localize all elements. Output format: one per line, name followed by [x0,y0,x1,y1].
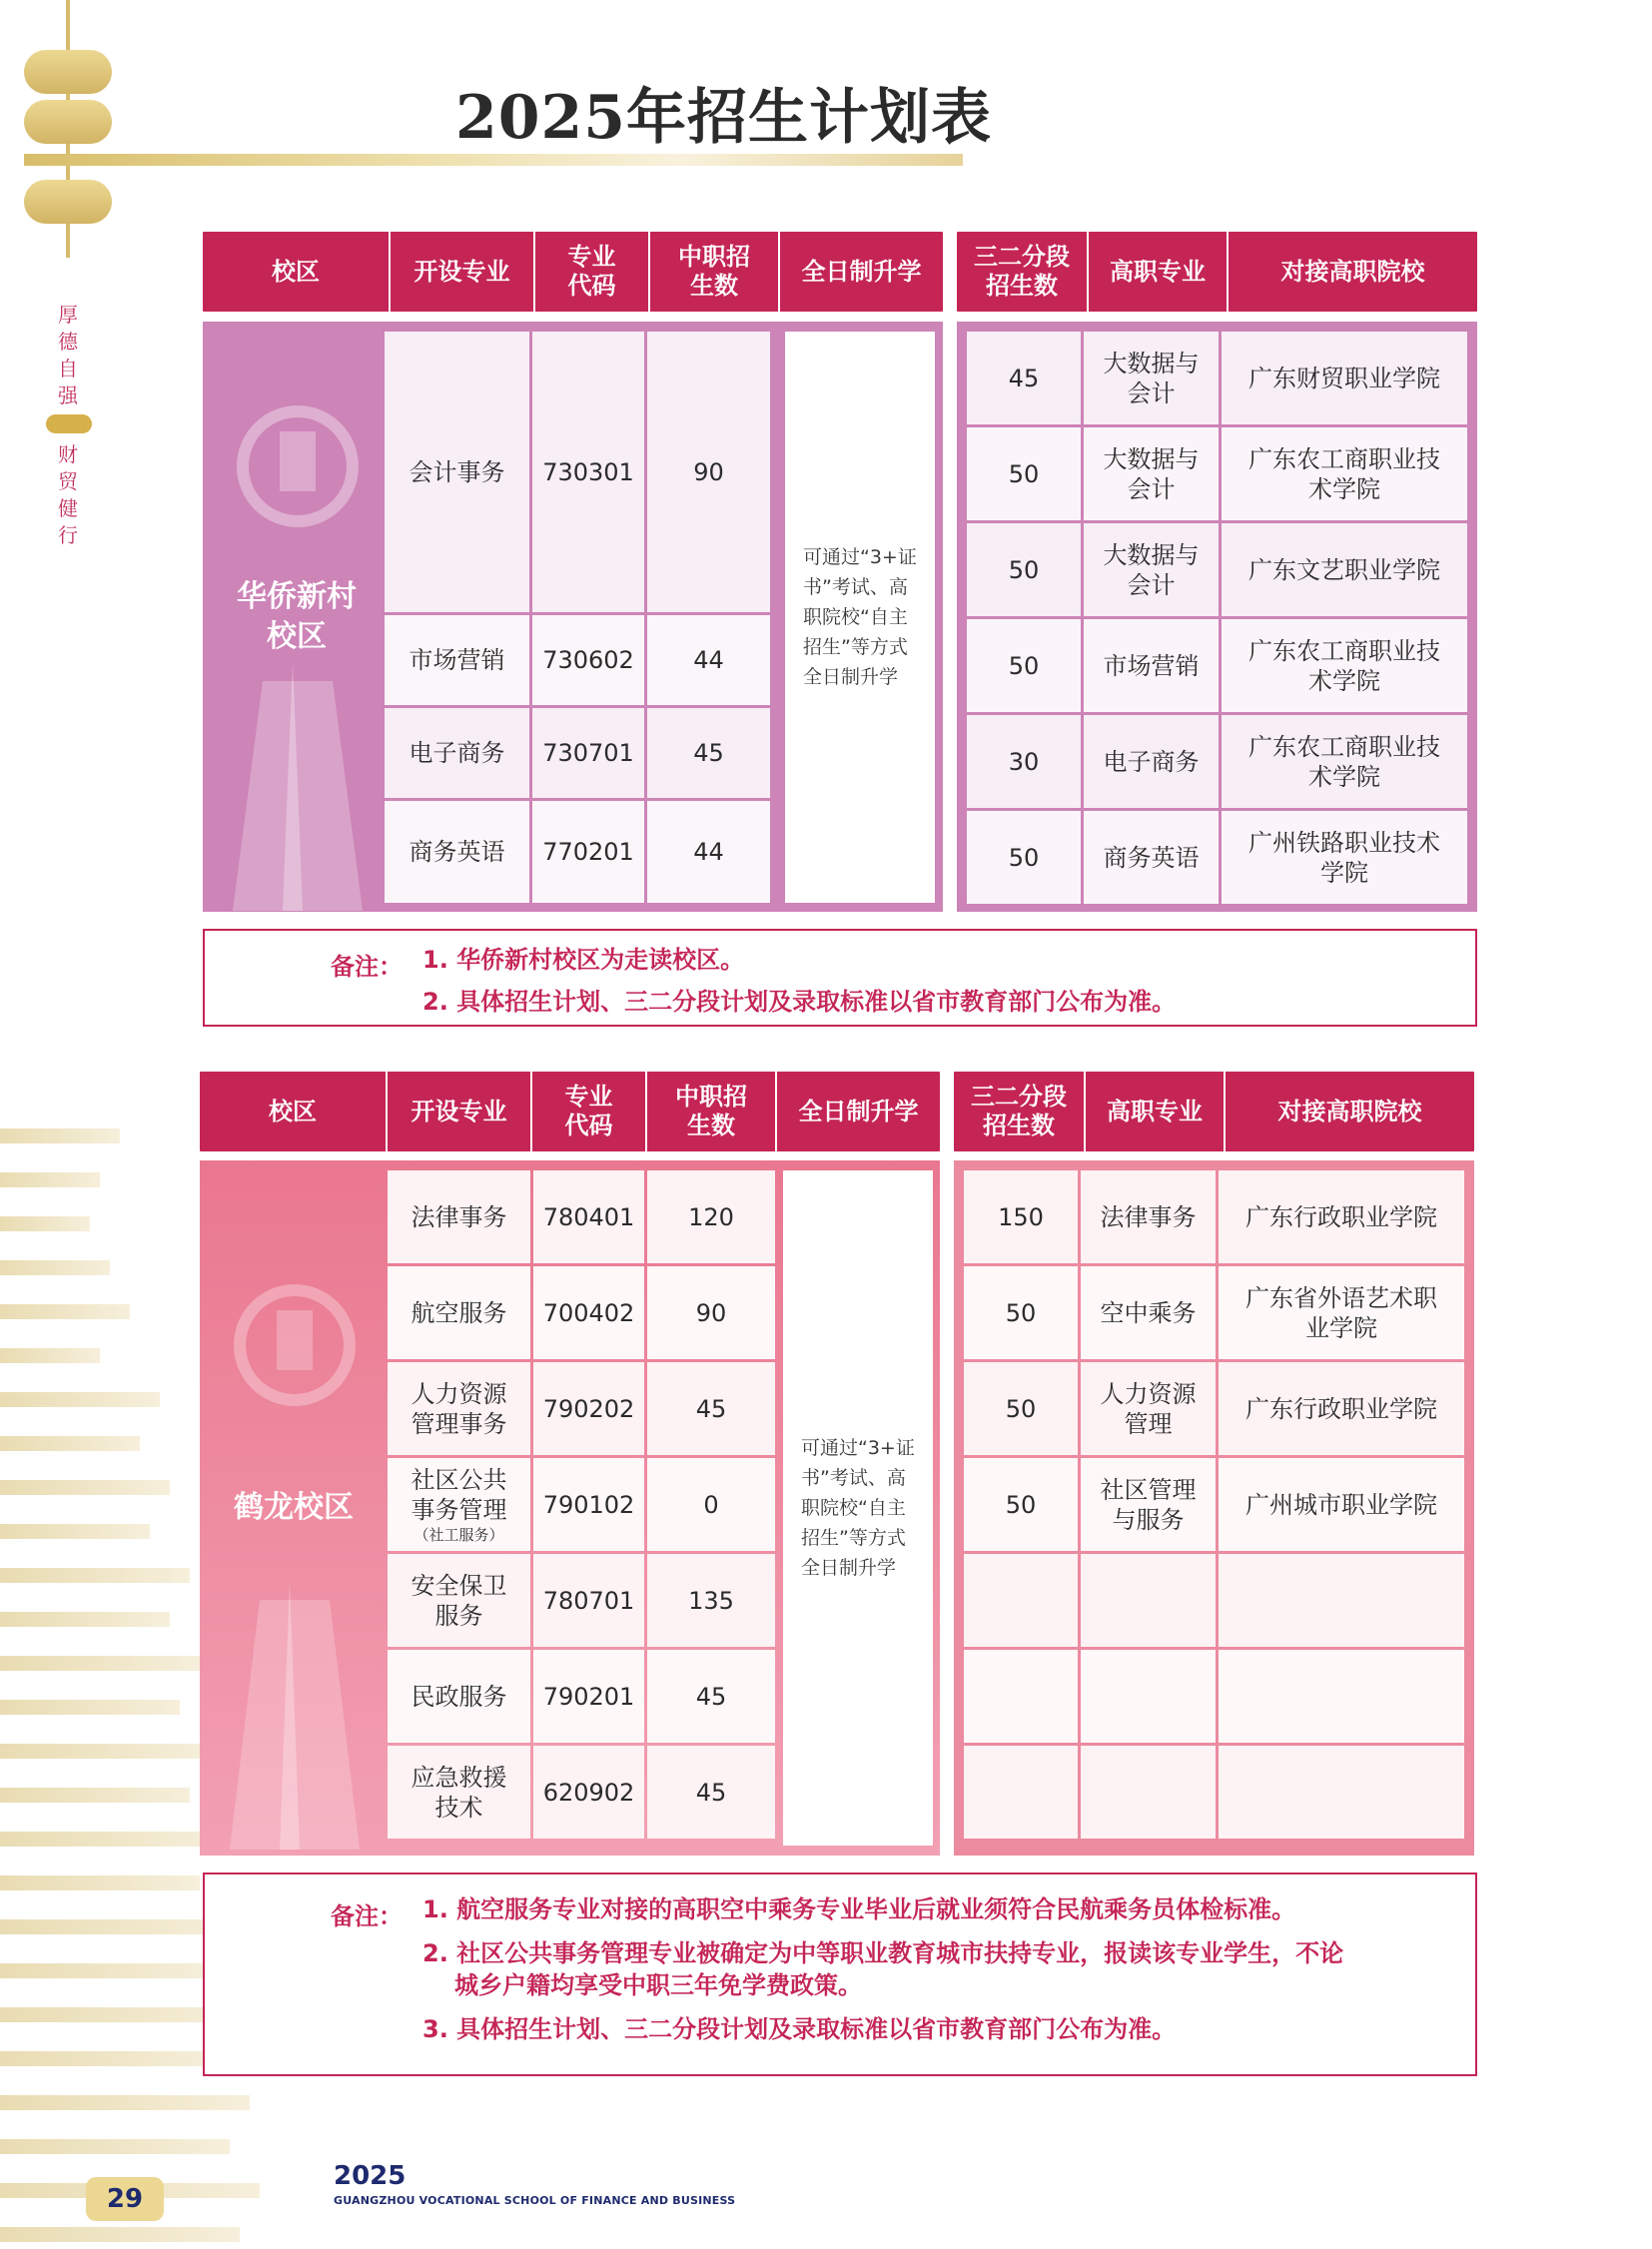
header-hv-school: 对接高职院校 [1280,257,1425,286]
table2-notes [203,1873,1477,2076]
seg-enroll-cell [964,1650,1078,1743]
enroll-cell: 45 [647,708,770,798]
decor-gold-pill [24,180,112,224]
note-label: 备注： [331,953,403,981]
enroll-cell: 90 [647,1266,775,1359]
enroll-cell: 44 [647,801,770,903]
code-cell: 620902 [533,1746,644,1839]
decor-stripe [0,2227,240,2242]
campus-label: 华侨新村校区 [237,578,357,654]
header-campus: 校区 [200,1072,388,1151]
seg-enroll-cell: 50 [964,1458,1078,1551]
fulltime-path-text: 可通过“3+证书”考试、高职院校“自主招生”等方式全日制升学 [785,332,935,903]
hv-major-cell: 空中乘务 [1081,1266,1216,1359]
note-line: 1. 航空服务专业对接的高职空中乘务专业毕业后就业须符合民航乘务员体检标准。 [422,1895,1296,1923]
table1-notes [203,929,1477,1027]
major-cell [388,1458,530,1551]
decor-stripe [0,1788,190,1803]
seg-enroll-cell: 50 [964,1362,1078,1455]
seg-enroll-cell: 150 [964,1170,1078,1263]
enroll-cell: 45 [647,1362,775,1455]
hv-school-cell: 广东行政职业学院 [1219,1362,1464,1455]
decor-gold-pill [24,100,112,144]
seg-enroll-cell: 50 [967,523,1081,616]
decor-stripe [0,1480,170,1495]
decor-stripe [0,1832,220,1847]
major-sublabel: （社工服务） [413,1525,504,1544]
decor-stripe [0,2095,250,2110]
hv-school-cell: 广东文艺职业学院 [1222,523,1467,616]
hv-school-cell [1219,1650,1464,1743]
decor-stripe [0,1348,100,1363]
header-major: 开设专业 [388,1072,532,1151]
major-cell: 商务英语 [385,801,529,903]
hv-major-cell: 大数据与会计 [1084,332,1219,424]
hv-major-cell: 大数据与会计 [1084,427,1219,520]
code-cell: 730701 [532,708,644,798]
table2-header-left [200,1072,940,1151]
seg-enroll-cell [964,1554,1078,1647]
major-label: 法律事务 [411,1202,507,1231]
page-title: 2025年招生计划表 [455,83,992,153]
header-fulltime: 全日制升学 [798,1097,919,1125]
code-cell: 790102 [533,1458,644,1551]
hv-school-cell: 广东农工商职业技术学院 [1222,427,1467,520]
hv-school-cell: 广东农工商职业技术学院 [1222,619,1467,712]
seg-enroll-cell: 50 [967,619,1081,712]
decor-stripe [0,1304,130,1319]
decor-stripe [0,1260,110,1275]
decor-stripe [0,1436,140,1451]
hv-school-cell: 广东财贸职业学院 [1222,332,1467,424]
hv-school-cell: 广州城市职业学院 [1219,1458,1464,1551]
decor-stripe [0,1128,120,1143]
motto-top: 厚 德 自 强 [58,303,78,407]
footer-year: 2025 [334,2161,407,2191]
header-seg-enroll: 三二分段招生数 [957,232,1089,312]
header-fulltime: 全日制升学 [801,257,922,286]
hv-major-cell: 商务英语 [1084,811,1219,904]
note-label: 备注： [331,1902,403,1930]
hv-major-cell [1081,1554,1216,1647]
enroll-cell: 0 [647,1458,775,1551]
major-cell [388,1266,530,1359]
code-cell: 770201 [532,801,644,903]
hv-major-cell [1081,1746,1216,1839]
decor-stripe [0,1875,200,1890]
major-label: 航空服务 [411,1298,507,1327]
table1-header-right [957,232,1477,312]
hv-major-cell: 人力资源管理 [1081,1362,1216,1455]
major-label: 应急救援技术 [411,1763,507,1822]
hv-major-cell: 电子商务 [1084,715,1219,808]
major-label: 人力资源管理事务 [411,1379,507,1438]
enroll-cell: 45 [647,1746,775,1839]
seg-enroll-cell: 50 [967,427,1081,520]
decor-stripe [0,1656,200,1671]
decor-stripe [0,1524,150,1539]
campus-label: 鹤龙校区 [234,1490,354,1525]
decor-stripe [0,2139,230,2154]
major-cell [388,1554,530,1647]
hv-school-cell: 广东省外语艺术职业学院 [1219,1266,1464,1359]
major-cell [388,1746,530,1839]
decor-stripe [0,1568,190,1583]
footer-school-name: GUANGZHOU VOCATIONAL SCHOOL OF FINANCE AND BUSINESS [334,2194,736,2207]
hv-school-cell [1219,1554,1464,1647]
header-hv-school: 对接高职院校 [1277,1097,1422,1125]
major-label: 民政服务 [411,1682,507,1711]
hv-school-cell: 广东行政职业学院 [1219,1170,1464,1263]
decor-stripe [0,2051,220,2066]
note-line: 3. 具体招生计划、三二分段计划及录取标准以省市教育部门公布为准。 [422,2015,1177,2043]
header-seg-enroll: 三二分段招生数 [954,1072,1086,1151]
seg-enroll-cell [964,1746,1078,1839]
header-code: 专业代码 [532,1072,647,1151]
major-label: 社区公共事务管理 [411,1465,507,1524]
major-cell [388,1650,530,1743]
major-cell [388,1170,530,1263]
hv-major-cell [1081,1650,1216,1743]
hv-school-cell [1219,1746,1464,1839]
motto-divider [46,414,92,433]
major-cell [388,1362,530,1455]
hv-major-cell: 市场营销 [1084,619,1219,712]
decor-stripe [0,1963,210,1978]
motto-bottom: 财 贸 健 行 [58,442,78,547]
decor-stripe [0,1919,230,1934]
header-hv-major: 高职专业 [1089,232,1229,312]
major-cell: 会计事务 [385,332,529,612]
note-line: 2. 具体招生计划、三二分段计划及录取标准以省市教育部门公布为准。 [422,988,1177,1016]
table2-header-right [954,1072,1474,1151]
seg-enroll-cell: 45 [967,332,1081,424]
table1-header-left [203,232,943,312]
enroll-cell: 44 [647,615,770,705]
header-code: 专业代码 [535,232,650,312]
code-cell: 780701 [533,1554,644,1647]
decor-gold-pill [24,50,112,94]
code-cell: 790202 [533,1362,644,1455]
decor-stripe [0,1172,100,1187]
hv-school-cell: 广州铁路职业技术学院 [1222,811,1467,904]
major-label: 安全保卫服务 [411,1571,507,1630]
fulltime-path-text: 可通过“3+证书”考试、高职院校“自主招生”等方式全日制升学 [783,1170,933,1846]
header-hv-major: 高职专业 [1086,1072,1226,1151]
enroll-cell: 45 [647,1650,775,1743]
enroll-cell: 90 [647,332,770,612]
decor-stripe [0,1612,170,1627]
major-cell: 市场营销 [385,615,529,705]
decor-stripe [0,1700,180,1715]
decor-stripe [0,1392,160,1407]
hv-school-cell: 广东农工商职业技术学院 [1222,715,1467,808]
code-cell: 790201 [533,1650,644,1743]
seg-enroll-cell: 50 [964,1266,1078,1359]
note-line: 城乡户籍均享受中职三年免学费政策。 [454,1971,862,1999]
note-line: 2. 社区公共事务管理专业被确定为中等职业教育城市扶持专业，报读该专业学生，不论 [422,1939,1344,1967]
header-enroll: 中职招生数 [647,1072,777,1151]
hv-major-cell: 社区管理与服务 [1081,1458,1216,1551]
seg-enroll-cell: 30 [967,715,1081,808]
header-enroll: 中职招生数 [650,232,780,312]
enroll-cell: 135 [647,1554,775,1647]
decor-stripe [0,1216,90,1231]
note-line: 1. 华侨新村校区为走读校区。 [422,946,745,974]
page-number: 29 [86,2177,164,2221]
header-campus: 校区 [203,232,391,312]
code-cell: 730602 [532,615,644,705]
decor-stripe [0,1744,210,1759]
hv-major-cell: 法律事务 [1081,1170,1216,1263]
hv-major-cell: 大数据与会计 [1084,523,1219,616]
code-cell: 780401 [533,1170,644,1263]
code-cell: 730301 [532,332,644,612]
code-cell: 700402 [533,1266,644,1359]
enroll-cell: 120 [647,1170,775,1263]
header-major: 开设专业 [391,232,535,312]
seg-enroll-cell: 50 [967,811,1081,904]
major-cell: 电子商务 [385,708,529,798]
